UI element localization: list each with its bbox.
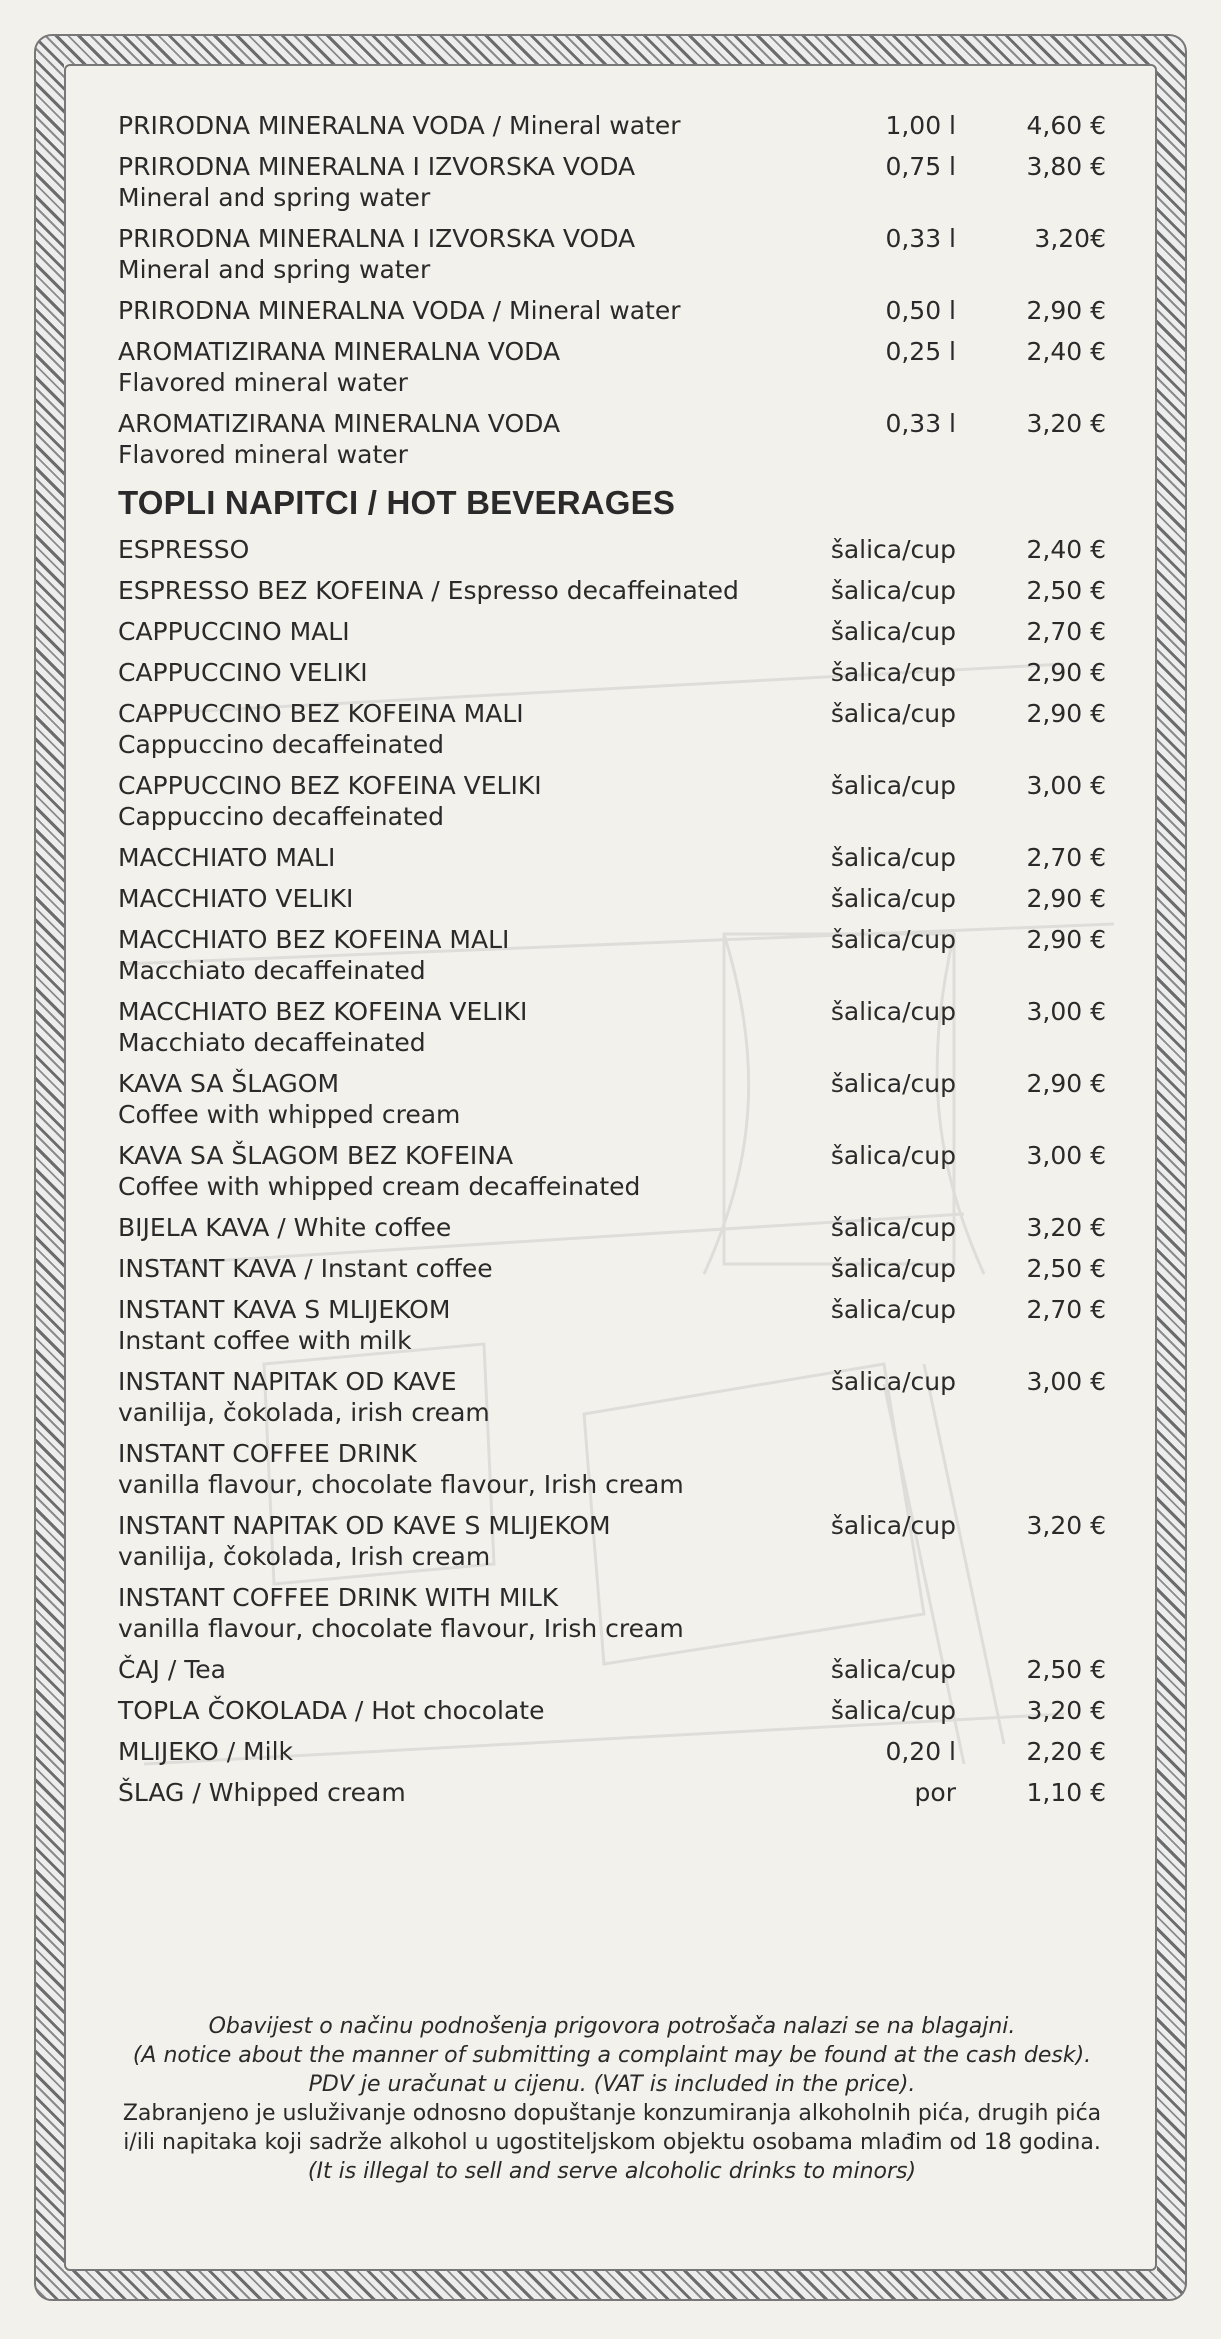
menu-item-quantity: šalica/cup — [830, 1213, 956, 1242]
menu-item — [118, 842, 1106, 873]
menu-item-quantity: 0,50 l — [885, 296, 956, 325]
menu-item-price: 2,40 € — [1026, 337, 1106, 366]
menu-item-quantity: šalica/cup — [830, 576, 956, 605]
menu-item — [118, 698, 1106, 760]
menu-item-price: 3,20 € — [1026, 409, 1106, 438]
menu-item — [118, 883, 1106, 914]
menu-item — [118, 1068, 1106, 1130]
menu-item — [118, 1654, 1106, 1685]
menu-item-price: 3,80 € — [1026, 152, 1106, 181]
menu-item — [118, 534, 1106, 565]
menu-item-price: 3,00 € — [1026, 997, 1106, 1026]
menu-item-translation: Mineral and spring water — [118, 255, 431, 284]
notice-alcohol-hr: Zabranjeno je usluživanje odnosno dopuštanje konzumiranja alkoholnih pića, drugih pića i/ili napitaka koji sadrže alkohol u ugostiteljskom objektu osobama mlađim od 18 godina. — [122, 2101, 1102, 2155]
menu-item-name: ESPRESSO BEZ KOFEINA / Espresso decaffeinated — [118, 576, 739, 605]
menu-item-translation: vanilla flavour, chocolate flavour, Irish cream — [118, 1470, 684, 1499]
menu-item-name: PRIRODNA MINERALNA VODA / Mineral water — [118, 296, 681, 325]
menu-item-price: 3,00 € — [1026, 1367, 1106, 1396]
menu-item-translation: Coffee with whipped cream — [118, 1100, 461, 1129]
hot-beverages-list — [118, 534, 1106, 1808]
menu-item-price: 2,40 € — [1026, 535, 1106, 564]
menu-item-name-block — [118, 1294, 802, 1356]
menu-item-quantity: 0,20 l — [885, 1737, 956, 1766]
menu-item — [118, 1140, 1106, 1202]
menu-item-name: ESPRESSO — [118, 535, 250, 564]
menu-item-name: ŠLAG / Whipped cream — [118, 1778, 406, 1807]
menu-item-quantity: por — [914, 1778, 956, 1807]
menu-item-name-block — [118, 1695, 802, 1726]
menu-item-name-block — [118, 1736, 802, 1767]
menu-item — [118, 657, 1106, 688]
menu-item-name-block — [118, 842, 802, 873]
menu-item-name-block — [118, 1438, 802, 1500]
menu-item-name: AROMATIZIRANA MINERALNA VODA — [118, 337, 561, 366]
menu-item-quantity: šalica/cup — [830, 843, 956, 872]
menu-item-name: INSTANT NAPITAK OD KAVE — [118, 1367, 457, 1396]
menu-item-price: 2,90 € — [1026, 1069, 1106, 1098]
menu-item-name: CAPPUCCINO BEZ KOFEINA VELIKI — [118, 771, 542, 800]
menu-item-price: 2,90 € — [1026, 925, 1106, 954]
menu-item-name: PRIRODNA MINERALNA I IZVORSKA VODA — [118, 152, 636, 181]
menu-item-price: 2,90 € — [1026, 884, 1106, 913]
menu-item-quantity: šalica/cup — [830, 1511, 956, 1540]
menu-item-name: INSTANT COFFEE DRINK WITH MILK — [118, 1583, 559, 1612]
menu-item-translation: Flavored mineral water — [118, 440, 408, 469]
menu-item-translation: vanilija, čokolada, Irish cream — [118, 1542, 491, 1571]
menu-item-translation: Cappuccino decaffeinated — [118, 730, 444, 759]
menu-item-name-block — [118, 336, 802, 398]
notice-alcohol-en: (It is illegal to sell and serve alcoholic drinks to minors) — [307, 2159, 917, 2184]
menu-item — [118, 110, 1106, 141]
menu-item-quantity: šalica/cup — [830, 535, 956, 564]
menu-item-quantity: šalica/cup — [830, 617, 956, 646]
menu-item — [118, 1253, 1106, 1284]
menu-item-name: PRIRODNA MINERALNA VODA / Mineral water — [118, 111, 681, 140]
menu-item-name: MACCHIATO VELIKI — [118, 884, 354, 913]
menu-item-price: 2,50 € — [1026, 576, 1106, 605]
legal-notice — [118, 2012, 1106, 2186]
menu-item-name-block — [118, 1366, 802, 1428]
section-title-hot-beverages: TOPLI NAPITCI / HOT BEVERAGES — [118, 484, 676, 521]
menu-item — [118, 1438, 1106, 1500]
menu-item-quantity: šalica/cup — [830, 1141, 956, 1170]
notice-complaint-en: (A notice about the manner of submitting a complaint may be found at the cash desk). — [132, 2043, 1092, 2068]
menu-item-name: CAPPUCCINO VELIKI — [118, 658, 368, 687]
menu-item-name: CAPPUCCINO MALI — [118, 617, 350, 646]
menu-item-quantity: šalica/cup — [830, 1367, 956, 1396]
menu-item-price: 2,50 € — [1026, 1254, 1106, 1283]
menu-item — [118, 1510, 1106, 1572]
menu-item-price: 3,20€ — [1034, 224, 1106, 253]
menu-item-name-block — [118, 295, 802, 326]
menu-item — [118, 996, 1106, 1058]
menu-item — [118, 1212, 1106, 1243]
menu-item-price: 2,90 € — [1026, 699, 1106, 728]
menu-item-translation: vanilija, čokolada, irish cream — [118, 1398, 490, 1427]
menu-item-name-block — [118, 996, 802, 1058]
menu-item — [118, 223, 1106, 285]
menu-item-price: 2,90 € — [1026, 658, 1106, 687]
menu-item-price: 2,70 € — [1026, 1295, 1106, 1324]
menu-item-quantity: šalica/cup — [830, 1655, 956, 1684]
menu-item-name-block — [118, 408, 802, 470]
menu-item-name-block — [118, 698, 802, 760]
menu-item-name: CAPPUCCINO BEZ KOFEINA MALI — [118, 699, 524, 728]
menu-item-quantity: 0,33 l — [885, 409, 956, 438]
menu-item-translation: Coffee with whipped cream decaffeinated — [118, 1172, 641, 1201]
menu-item-name-block — [118, 657, 802, 688]
menu-item — [118, 1695, 1106, 1726]
menu-item-quantity: šalica/cup — [830, 997, 956, 1026]
menu-item-name: KAVA SA ŠLAGOM BEZ KOFEINA — [118, 1141, 514, 1170]
menu-item — [118, 151, 1106, 213]
menu-item-name: BIJELA KAVA / White coffee — [118, 1213, 452, 1242]
menu-item-quantity: 1,00 l — [885, 111, 956, 140]
menu-item-name: AROMATIZIRANA MINERALNA VODA — [118, 409, 561, 438]
menu-item-name-block — [118, 1582, 802, 1644]
menu-item-quantity: šalica/cup — [830, 1254, 956, 1283]
menu-item-name-block — [118, 1212, 802, 1243]
menu-item-price: 2,70 € — [1026, 617, 1106, 646]
menu-item-name-block — [118, 1777, 802, 1808]
menu-item-name-block — [118, 110, 802, 141]
menu-item-name-block — [118, 770, 802, 832]
menu-item-name-block — [118, 534, 802, 565]
menu-item-quantity: šalica/cup — [830, 925, 956, 954]
menu-item-name: KAVA SA ŠLAGOM — [118, 1069, 340, 1098]
menu-item-quantity: 0,75 l — [885, 152, 956, 181]
menu-item-quantity: šalica/cup — [830, 771, 956, 800]
menu-item-quantity: šalica/cup — [830, 699, 956, 728]
menu-item-name: PRIRODNA MINERALNA I IZVORSKA VODA — [118, 224, 636, 253]
menu-item-name-block — [118, 1510, 802, 1572]
menu-item-price: 2,20 € — [1026, 1737, 1106, 1766]
menu-item-quantity: 0,33 l — [885, 224, 956, 253]
menu-item-translation: Macchiato decaffeinated — [118, 1028, 426, 1057]
notice-vat: PDV je uračunat u cijenu. (VAT is included in the price). — [308, 2072, 916, 2097]
menu-item-name-block — [118, 1654, 802, 1685]
menu-item-translation: Flavored mineral water — [118, 368, 408, 397]
menu-item-name: INSTANT NAPITAK OD KAVE S MLIJEKOM — [118, 1511, 611, 1540]
menu-item-price: 1,10 € — [1026, 1778, 1106, 1807]
menu-item — [118, 408, 1106, 470]
menu-item-name-block — [118, 1253, 802, 1284]
menu-item-name: INSTANT KAVA / Instant coffee — [118, 1254, 493, 1283]
menu-item-name: TOPLA ČOKOLADA / Hot chocolate — [118, 1696, 545, 1725]
menu-item-quantity: šalica/cup — [830, 1295, 956, 1324]
menu-item-quantity: 0,25 l — [885, 337, 956, 366]
menu-item-name: MLIJEKO / Milk — [118, 1737, 293, 1766]
menu-item — [118, 1736, 1106, 1767]
menu-item-price: 3,20 € — [1026, 1213, 1106, 1242]
menu-item-translation: vanilla flavour, chocolate flavour, Irish cream — [118, 1614, 684, 1643]
menu-item-name-block — [118, 1068, 802, 1130]
menu-item-name: MACCHIATO BEZ KOFEINA MALI — [118, 925, 510, 954]
menu-item — [118, 1777, 1106, 1808]
menu-content — [118, 110, 1106, 1818]
menu-item — [118, 295, 1106, 326]
menu-item — [118, 1582, 1106, 1644]
menu-item-price: 4,60 € — [1026, 111, 1106, 140]
menu-item-price: 3,20 € — [1026, 1696, 1106, 1725]
menu-item-name-block — [118, 151, 802, 213]
mineral-water-list — [118, 110, 1106, 470]
menu-item-translation: Instant coffee with milk — [118, 1326, 412, 1355]
menu-item-quantity: šalica/cup — [830, 1696, 956, 1725]
menu-item-price: 3,00 € — [1026, 1141, 1106, 1170]
menu-item-price: 3,20 € — [1026, 1511, 1106, 1540]
menu-item-price: 2,50 € — [1026, 1655, 1106, 1684]
menu-item — [118, 770, 1106, 832]
menu-item — [118, 924, 1106, 986]
menu-item-name: ČAJ / Tea — [118, 1655, 226, 1684]
menu-item-name-block — [118, 924, 802, 986]
menu-item — [118, 1294, 1106, 1356]
menu-item-translation: Mineral and spring water — [118, 183, 431, 212]
menu-item-quantity: šalica/cup — [830, 658, 956, 687]
notice-complaint-hr: Obavijest o načinu podnošenja prigovora potrošača nalazi se na blagajni. — [208, 2014, 1016, 2039]
menu-item-name-block — [118, 223, 802, 285]
menu-item-name: MACCHIATO MALI — [118, 843, 336, 872]
menu-item-name: MACCHIATO BEZ KOFEINA VELIKI — [118, 997, 528, 1026]
menu-item-translation: Cappuccino decaffeinated — [118, 802, 444, 831]
menu-item-price: 2,90 € — [1026, 296, 1106, 325]
menu-item-price: 2,70 € — [1026, 843, 1106, 872]
menu-item — [118, 336, 1106, 398]
menu-item — [118, 1366, 1106, 1428]
menu-item-name-block — [118, 883, 802, 914]
menu-item-name: INSTANT KAVA S MLIJEKOM — [118, 1295, 451, 1324]
menu-item-name: INSTANT COFFEE DRINK — [118, 1439, 417, 1468]
menu-item — [118, 575, 1106, 606]
menu-item — [118, 616, 1106, 647]
menu-item-name-block — [118, 1140, 802, 1202]
menu-item-quantity: šalica/cup — [830, 1069, 956, 1098]
menu-item-name-block — [118, 575, 802, 606]
menu-item-name-block — [118, 616, 802, 647]
menu-item-price: 3,00 € — [1026, 771, 1106, 800]
menu-item-quantity: šalica/cup — [830, 884, 956, 913]
menu-item-translation: Macchiato decaffeinated — [118, 956, 426, 985]
